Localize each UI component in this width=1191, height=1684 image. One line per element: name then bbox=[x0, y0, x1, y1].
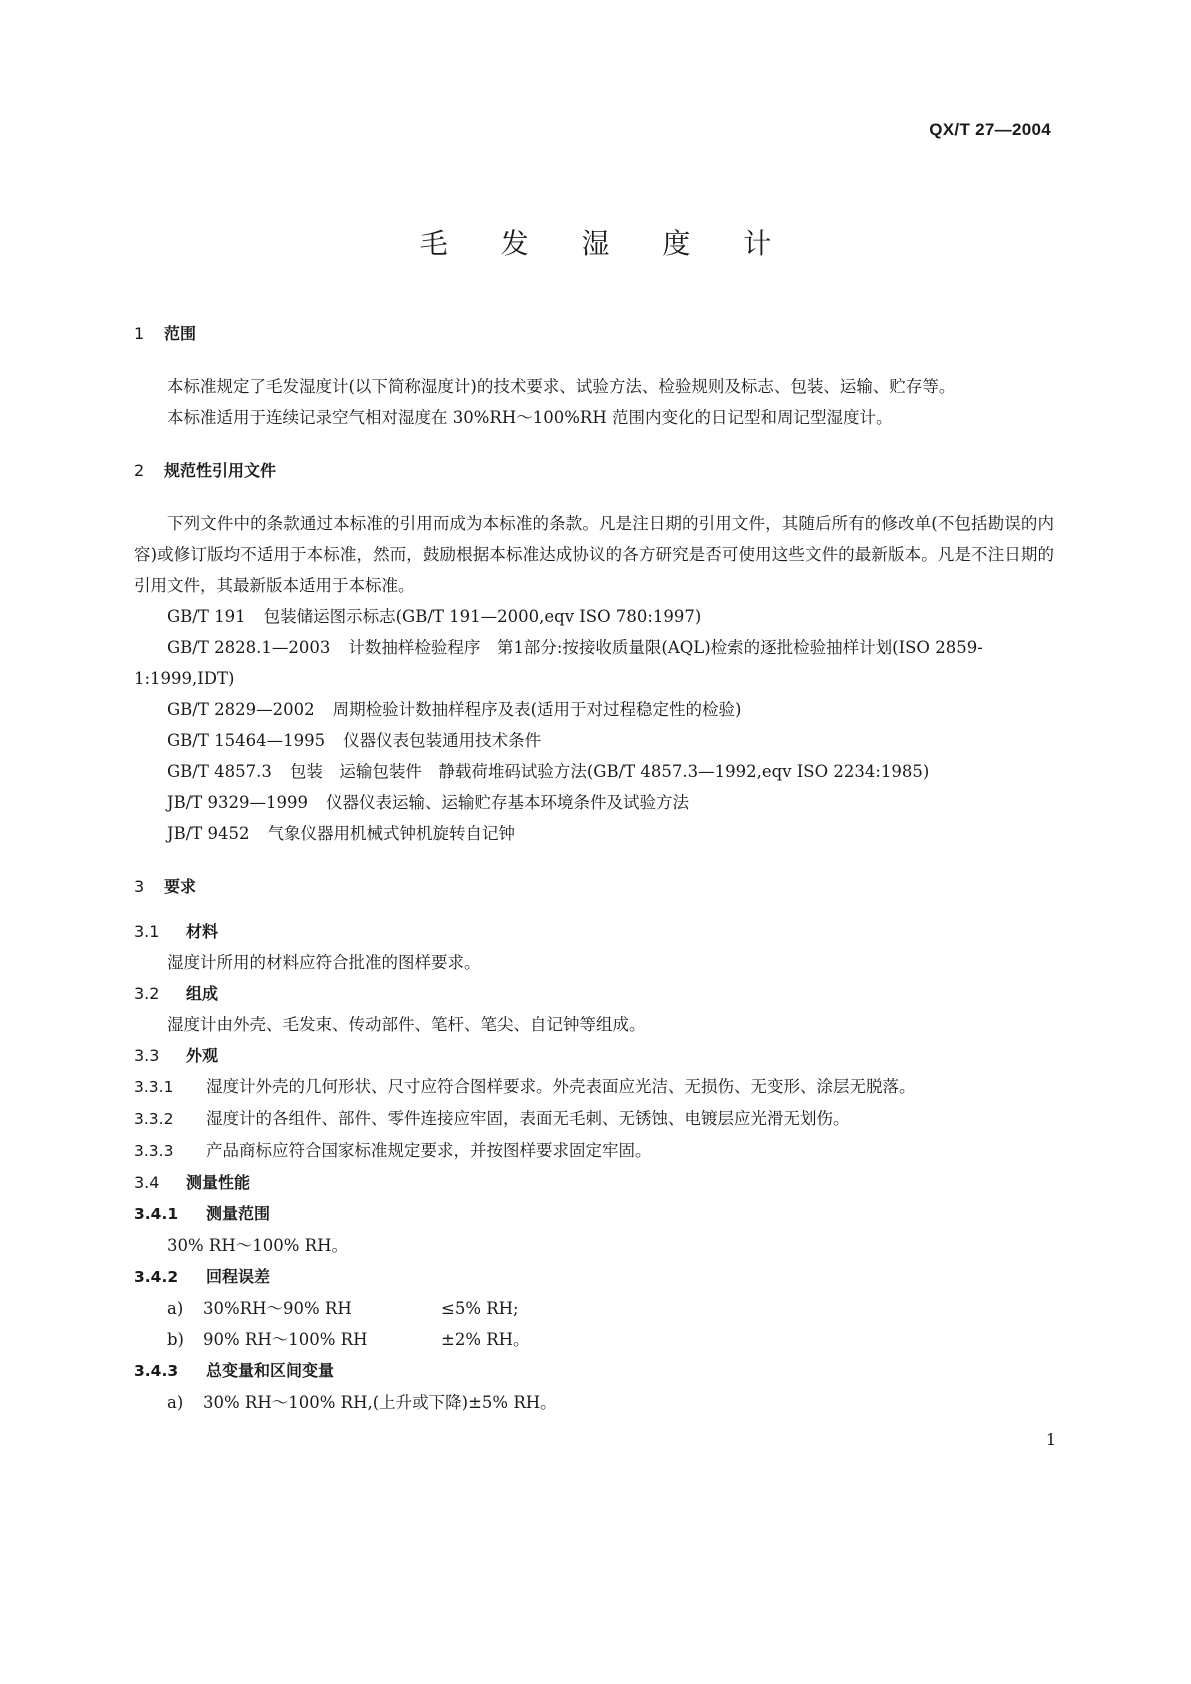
reference-code: GB/T 15464—1995 bbox=[167, 731, 326, 750]
clause-number: 3.4.3 bbox=[134, 1362, 179, 1380]
clause bbox=[134, 1103, 1054, 1135]
paragraph: 本标准规定了毛发湿度计(以下简称湿度计)的技术要求、试验方法、检验规则及标志、包装、运输、贮存等。 bbox=[167, 377, 956, 396]
list-range: 30%RH～90% RH bbox=[203, 1299, 352, 1318]
reference-item bbox=[134, 632, 1054, 694]
clause-title: 回程误差 bbox=[206, 1267, 271, 1286]
clause-text: 湿度计外壳的几何形状、尺寸应符合图样要求。外壳表面应光洁、无损伤、无变形、涂层无脱落。 bbox=[206, 1077, 916, 1096]
clause-heading bbox=[134, 1261, 1054, 1293]
document-title: 毛 发 湿 度 计 bbox=[419, 227, 794, 260]
reference-text: 气象仪器用机械式钟机旋转自记钟 bbox=[267, 824, 516, 843]
list-label: a) bbox=[167, 1299, 184, 1318]
subsection-title: 材料 bbox=[186, 922, 219, 941]
subsection-heading bbox=[134, 916, 1054, 947]
subsection-title: 测量性能 bbox=[186, 1173, 251, 1192]
subsection-heading bbox=[134, 1040, 1054, 1071]
reference-code: GB/T 4857.3 bbox=[167, 762, 272, 781]
clause-number: 3.4.2 bbox=[134, 1268, 179, 1286]
reference-code: GB/T 2829—2002 bbox=[167, 700, 315, 719]
section-heading-3 bbox=[134, 871, 1054, 902]
list-label: b) bbox=[167, 1330, 184, 1349]
reference-code: GB/T 191 bbox=[167, 607, 246, 626]
reference-item bbox=[134, 818, 1054, 849]
section-heading-1 bbox=[134, 318, 1054, 349]
reference-text: 仪器仪表运输、运输贮存基本环境条件及试验方法 bbox=[326, 793, 690, 812]
subsection-title: 外观 bbox=[186, 1046, 219, 1065]
clause-text: 产品商标应符合国家标准规定要求，并按图样要求固定牢固。 bbox=[206, 1141, 652, 1160]
clause-text: 湿度计的各组件、部件、零件连接应牢固，表面无毛刺、无锈蚀、电镀层应光滑无划伤。 bbox=[206, 1109, 850, 1128]
section-title: 范围 bbox=[164, 324, 197, 343]
subsection-heading bbox=[134, 1167, 1054, 1198]
section-number: 2 bbox=[134, 461, 145, 480]
reference-text: 周期检验计数抽样程序及表(适用于对过程稳定性的检验) bbox=[332, 700, 742, 719]
paragraph: 本标准适用于连续记录空气相对湿度在 30%RH～100%RH 范围内变化的日记型和周记型湿度计。 bbox=[167, 408, 893, 427]
clause-number: 3.3.1 bbox=[134, 1078, 174, 1096]
clause-number: 3.3.2 bbox=[134, 1110, 174, 1128]
subsection-number: 3.4 bbox=[134, 1173, 160, 1192]
section-title: 规范性引用文件 bbox=[164, 461, 277, 480]
subsection-heading bbox=[134, 978, 1054, 1009]
list-text: 30% RH～100% RH,(上升或下降)±5% RH。 bbox=[203, 1393, 557, 1412]
clause bbox=[134, 1071, 1054, 1103]
section-title: 要求 bbox=[164, 877, 197, 896]
reference-text: 仪器仪表包装通用技术条件 bbox=[343, 731, 542, 750]
clause-title: 测量范围 bbox=[206, 1204, 271, 1223]
subsection-number: 3.1 bbox=[134, 922, 160, 941]
section-number: 3 bbox=[134, 877, 145, 896]
list-item bbox=[134, 1387, 1054, 1418]
reference-item bbox=[134, 601, 1054, 632]
page-number: 1 bbox=[1045, 1430, 1056, 1449]
clause-number: 3.4.1 bbox=[134, 1205, 179, 1223]
reference-code: JB/T 9329—1999 bbox=[167, 793, 309, 812]
document-body bbox=[134, 318, 1054, 1418]
paragraph: 湿度计由外壳、毛发束、传动部件、笔杆、笔尖、自记钟等组成。 bbox=[167, 1015, 646, 1034]
list-value: ≤5% RH; bbox=[441, 1299, 519, 1318]
subsection-number: 3.3 bbox=[134, 1046, 160, 1065]
clause-heading bbox=[134, 1198, 1054, 1230]
reference-text: 包装 运输包装件 静载荷堆码试验方法(GB/T 4857.3—1992,eqv ISO 2234:1985) bbox=[289, 762, 930, 781]
list-value: ±2% RH。 bbox=[441, 1330, 530, 1349]
section-heading-2 bbox=[134, 455, 1054, 486]
clause bbox=[134, 1135, 1054, 1167]
reference-code: JB/T 9452 bbox=[167, 824, 250, 843]
list-item bbox=[134, 1293, 1054, 1324]
reference-text: 计数抽样检验程序 第1部分:按接收质量限(AQL)检索的逐批检验抽样计划(ISO 2859-1:1999,IDT) bbox=[134, 638, 983, 688]
reference-item bbox=[134, 787, 1054, 818]
reference-item bbox=[134, 694, 1054, 725]
list-item bbox=[134, 1324, 1054, 1355]
subsection-number: 3.2 bbox=[134, 984, 160, 1003]
reference-item bbox=[134, 756, 1054, 787]
clause-title: 总变量和区间变量 bbox=[206, 1361, 335, 1380]
reference-code: GB/T 2828.1—2003 bbox=[167, 638, 331, 657]
section-number: 1 bbox=[134, 324, 145, 343]
list-label: a) bbox=[167, 1393, 184, 1412]
paragraph: 湿度计所用的材料应符合批准的图样要求。 bbox=[167, 953, 481, 972]
list-range: 90% RH～100% RH bbox=[203, 1330, 368, 1349]
clause-number: 3.3.3 bbox=[134, 1142, 174, 1160]
subsection-title: 组成 bbox=[186, 984, 219, 1003]
paragraph: 下列文件中的条款通过本标准的引用而成为本标准的条款。凡是注日期的引用文件，其随后所有的修改单(不包括勘误的内容)或修订版均不适用于本标准，然而，鼓励根据本标准达成协议的各方研究是否可使用这些文件的最新版本。凡是不注日期的引用文件，其最新版本适用于本标准。 bbox=[134, 514, 1054, 595]
reference-text: 包装储运图示标志(GB/T 191—2000,eqv ISO 780:1997) bbox=[263, 607, 702, 626]
clause-heading bbox=[134, 1355, 1054, 1387]
standard-code: QX/T 27—2004 bbox=[929, 120, 1051, 139]
reference-item bbox=[134, 725, 1054, 756]
paragraph: 30% RH～100% RH。 bbox=[167, 1236, 348, 1255]
